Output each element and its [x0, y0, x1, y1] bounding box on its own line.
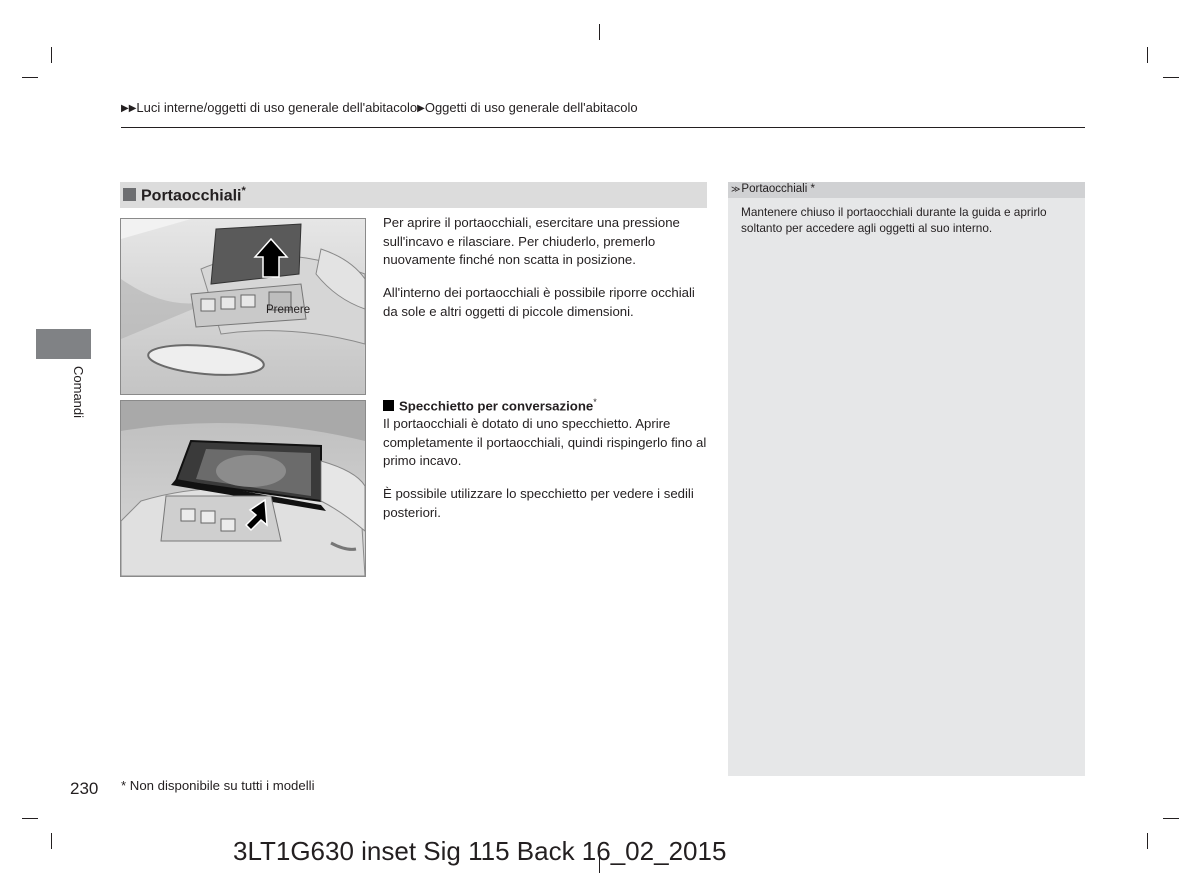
paragraph: Per aprire il portaocchiali, esercitare una pressione sull'incavo e rilasciare. Per chiuderlo, premerlo nuovamente finché non scatta in posizione.	[383, 215, 680, 267]
subsection-square-icon	[383, 400, 394, 411]
asterisk: *	[241, 185, 246, 197]
crop-mark	[1163, 77, 1179, 78]
breadcrumb-part2: Oggetti di uso generale dell'abitacolo	[424, 100, 638, 115]
side-note-title: ≫ Portaocchiali *	[731, 183, 815, 195]
side-note-text: Mantenere chiuso il portaocchiali durante la guida e aprirlo soltanto per accedere agli oggetti al suo interno.	[741, 205, 1047, 235]
subsection-title: Specchietto per conversazione*	[383, 397, 597, 413]
print-job-line: 3LT1G630 inset Sig 115 Back 16_02_2015	[233, 836, 727, 866]
breadcrumb-part1: Luci interne/oggetti di uso generale dell'abitacolo	[136, 100, 418, 115]
section-title: Portaocchiali*	[141, 185, 246, 205]
crop-mark	[22, 77, 38, 78]
paragraph: All'interno dei portaocchiali è possibile riporre occhiali da sole e altri oggetti di piccole dimensioni.	[383, 285, 695, 319]
footnote: * Non disponibile su tutti i modelli	[121, 778, 315, 793]
side-note-panel	[728, 182, 1085, 776]
breadcrumb-arrow-icon: ▶▶	[121, 103, 137, 114]
chapter-tab-label: Comandi	[71, 366, 86, 419]
crop-mark	[22, 818, 38, 819]
figure-conversation-mirror	[120, 400, 366, 577]
header-rule	[121, 127, 1085, 128]
crop-mark	[1147, 833, 1148, 849]
crop-mark	[1147, 47, 1148, 63]
breadcrumb	[121, 100, 638, 115]
breadcrumb-arrow-icon: ▶	[417, 103, 425, 114]
figure-sunglasses-holder-closed	[120, 218, 366, 395]
crop-mark	[599, 24, 600, 40]
crop-mark	[51, 833, 52, 849]
asterisk: *	[810, 183, 815, 195]
page-number: 230	[70, 779, 99, 798]
reference-icon: ≫	[731, 184, 739, 194]
paragraph: Il portaocchiali è dotato di uno specchietto. Aprire completamente il portaocchiali, quindi rispingerlo fino al primo incavo.	[383, 416, 707, 468]
crop-mark	[1163, 818, 1179, 819]
figure-callout: Premere	[266, 304, 311, 316]
paragraph: È possibile utilizzare lo specchietto per vedere i sedili posteriori.	[383, 486, 694, 520]
crop-mark	[51, 47, 52, 63]
chapter-tab	[36, 329, 91, 359]
asterisk: *	[593, 397, 597, 407]
section-square-icon	[123, 188, 136, 201]
